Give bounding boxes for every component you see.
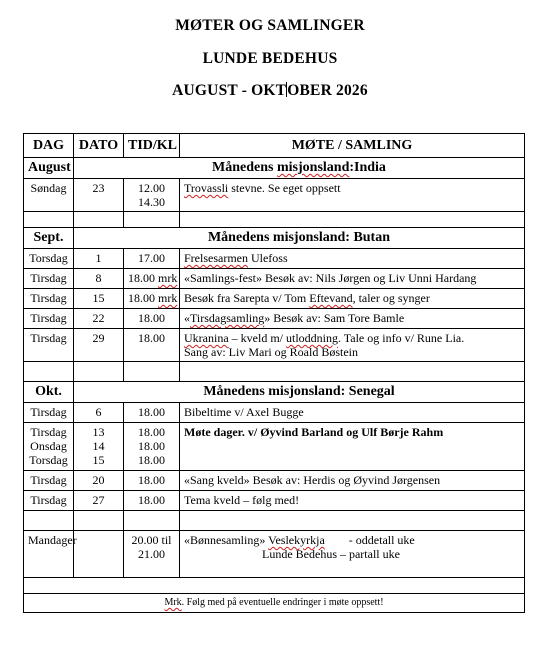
table-row: [24, 329, 525, 362]
event-cell: Frelsesarmen Ulefoss: [180, 249, 525, 269]
month-label: Okt.: [24, 382, 74, 403]
document-subtitle: LUNDE BEDEHUS: [202, 50, 338, 67]
time-cell: 18.00: [124, 403, 180, 423]
period-text-b: OBER 2026: [287, 82, 368, 99]
footer-note: Mrk. Følg med på eventuelle endringer i møte oppsett!: [24, 594, 525, 613]
time-cell: 18.00: [124, 471, 180, 491]
time-cell: 20.00 til 21.00: [124, 531, 180, 578]
table-row: [24, 471, 525, 491]
table-row: [24, 309, 525, 329]
month-label: August: [24, 158, 74, 179]
day-cell: Tirsdag: [24, 471, 74, 491]
time-cell: 18.00 18.00 18.00: [124, 423, 180, 471]
col-header-event: MØTE / SAMLING: [180, 134, 525, 158]
day-cell: Tirsdag Onsdag Torsdag: [24, 423, 74, 471]
event-cell: «Tirsdagsamling» Besøk av: Sam Tore Bamle: [180, 309, 525, 329]
date-cell: [74, 531, 124, 578]
month-title: Månedens misjonsland: Senegal: [74, 382, 525, 403]
event-cell: «Bønnesamling» Veslekyrkja - oddetall uke Lunde Bedehus – partall uke: [180, 531, 525, 578]
month-title: Månedens misjonsland:India: [74, 158, 525, 179]
footer-row: [24, 594, 525, 613]
event-cell: Bibeltime v/ Axel Bugge: [180, 403, 525, 423]
event-cell: «Sang kveld» Besøk av: Herdis og Øyvind Jørgensen: [180, 471, 525, 491]
day-cell: Søndag: [24, 179, 74, 212]
month-label: Sept.: [24, 228, 74, 249]
month-title: Månedens misjonsland: Butan: [74, 228, 525, 249]
day-cell: Torsdag: [24, 249, 74, 269]
table-row: [24, 403, 525, 423]
schedule-table: [23, 133, 525, 613]
day-cell: Tirsdag: [24, 309, 74, 329]
day-cell: Tirsdag: [24, 289, 74, 309]
time-cell: 18.00: [124, 309, 180, 329]
event-cell: Ukranina – kveld m/ utloddning. Tale og info v/ Rune Lia. Sang av: Liv Mari og Roald Bøstein: [180, 329, 525, 362]
table-header-row: [24, 134, 525, 158]
event-cell: «Samlings-fest» Besøk av: Nils Jørgen og Liv Unni Hardang: [180, 269, 525, 289]
event-cell: Møte dager. v/ Øyvind Barland og Ulf Børje Rahm: [180, 423, 525, 471]
period-text-a: AUGUST - OKT: [172, 82, 287, 99]
table-row: [24, 289, 525, 309]
table-row: [24, 531, 525, 578]
month-row-august: [24, 158, 525, 179]
event-cell: Trovassli stevne. Se eget oppsett: [180, 179, 525, 212]
date-cell: 8: [74, 269, 124, 289]
table-row: [24, 423, 525, 471]
date-cell: 20: [74, 471, 124, 491]
day-cell: Tirsdag: [24, 491, 74, 511]
day-cell: Mandager: [24, 531, 74, 578]
month-row-september: [24, 228, 525, 249]
date-cell: 1: [74, 249, 124, 269]
table-row: [24, 179, 525, 212]
time-cell: 17.00: [124, 249, 180, 269]
date-cell: 27: [74, 491, 124, 511]
col-header-time: TID/KL: [124, 134, 180, 158]
document-title: MØTER OG SAMLINGER: [175, 17, 365, 34]
col-header-day: DAG: [24, 134, 74, 158]
document-period: [0, 82, 540, 100]
event-cell: Besøk fra Sarepta v/ Tom Eftevand, taler og synger: [180, 289, 525, 309]
spacer-row: [24, 212, 525, 228]
day-cell: Tirsdag: [24, 269, 74, 289]
time-cell: 18.00: [124, 329, 180, 362]
time-cell: 18.00 mrk: [124, 269, 180, 289]
time-cell: 18.00: [124, 491, 180, 511]
col-header-date: DATO: [74, 134, 124, 158]
date-cell: 22: [74, 309, 124, 329]
table-row: [24, 491, 525, 511]
date-cell: 15: [74, 289, 124, 309]
spacer-row: [24, 578, 525, 594]
day-cell: Tirsdag: [24, 329, 74, 362]
date-cell: 13 14 15: [74, 423, 124, 471]
table-row: [24, 269, 525, 289]
date-cell: 29: [74, 329, 124, 362]
time-cell: 12.00 14.30: [124, 179, 180, 212]
spacer-row: [24, 511, 525, 531]
table-row: [24, 249, 525, 269]
spacer-row: [24, 362, 525, 382]
day-cell: Tirsdag: [24, 403, 74, 423]
date-cell: 6: [74, 403, 124, 423]
date-cell: 23: [74, 179, 124, 212]
event-cell: Tema kveld – følg med!: [180, 491, 525, 511]
time-cell: 18.00 mrk: [124, 289, 180, 309]
month-row-october: [24, 382, 525, 403]
